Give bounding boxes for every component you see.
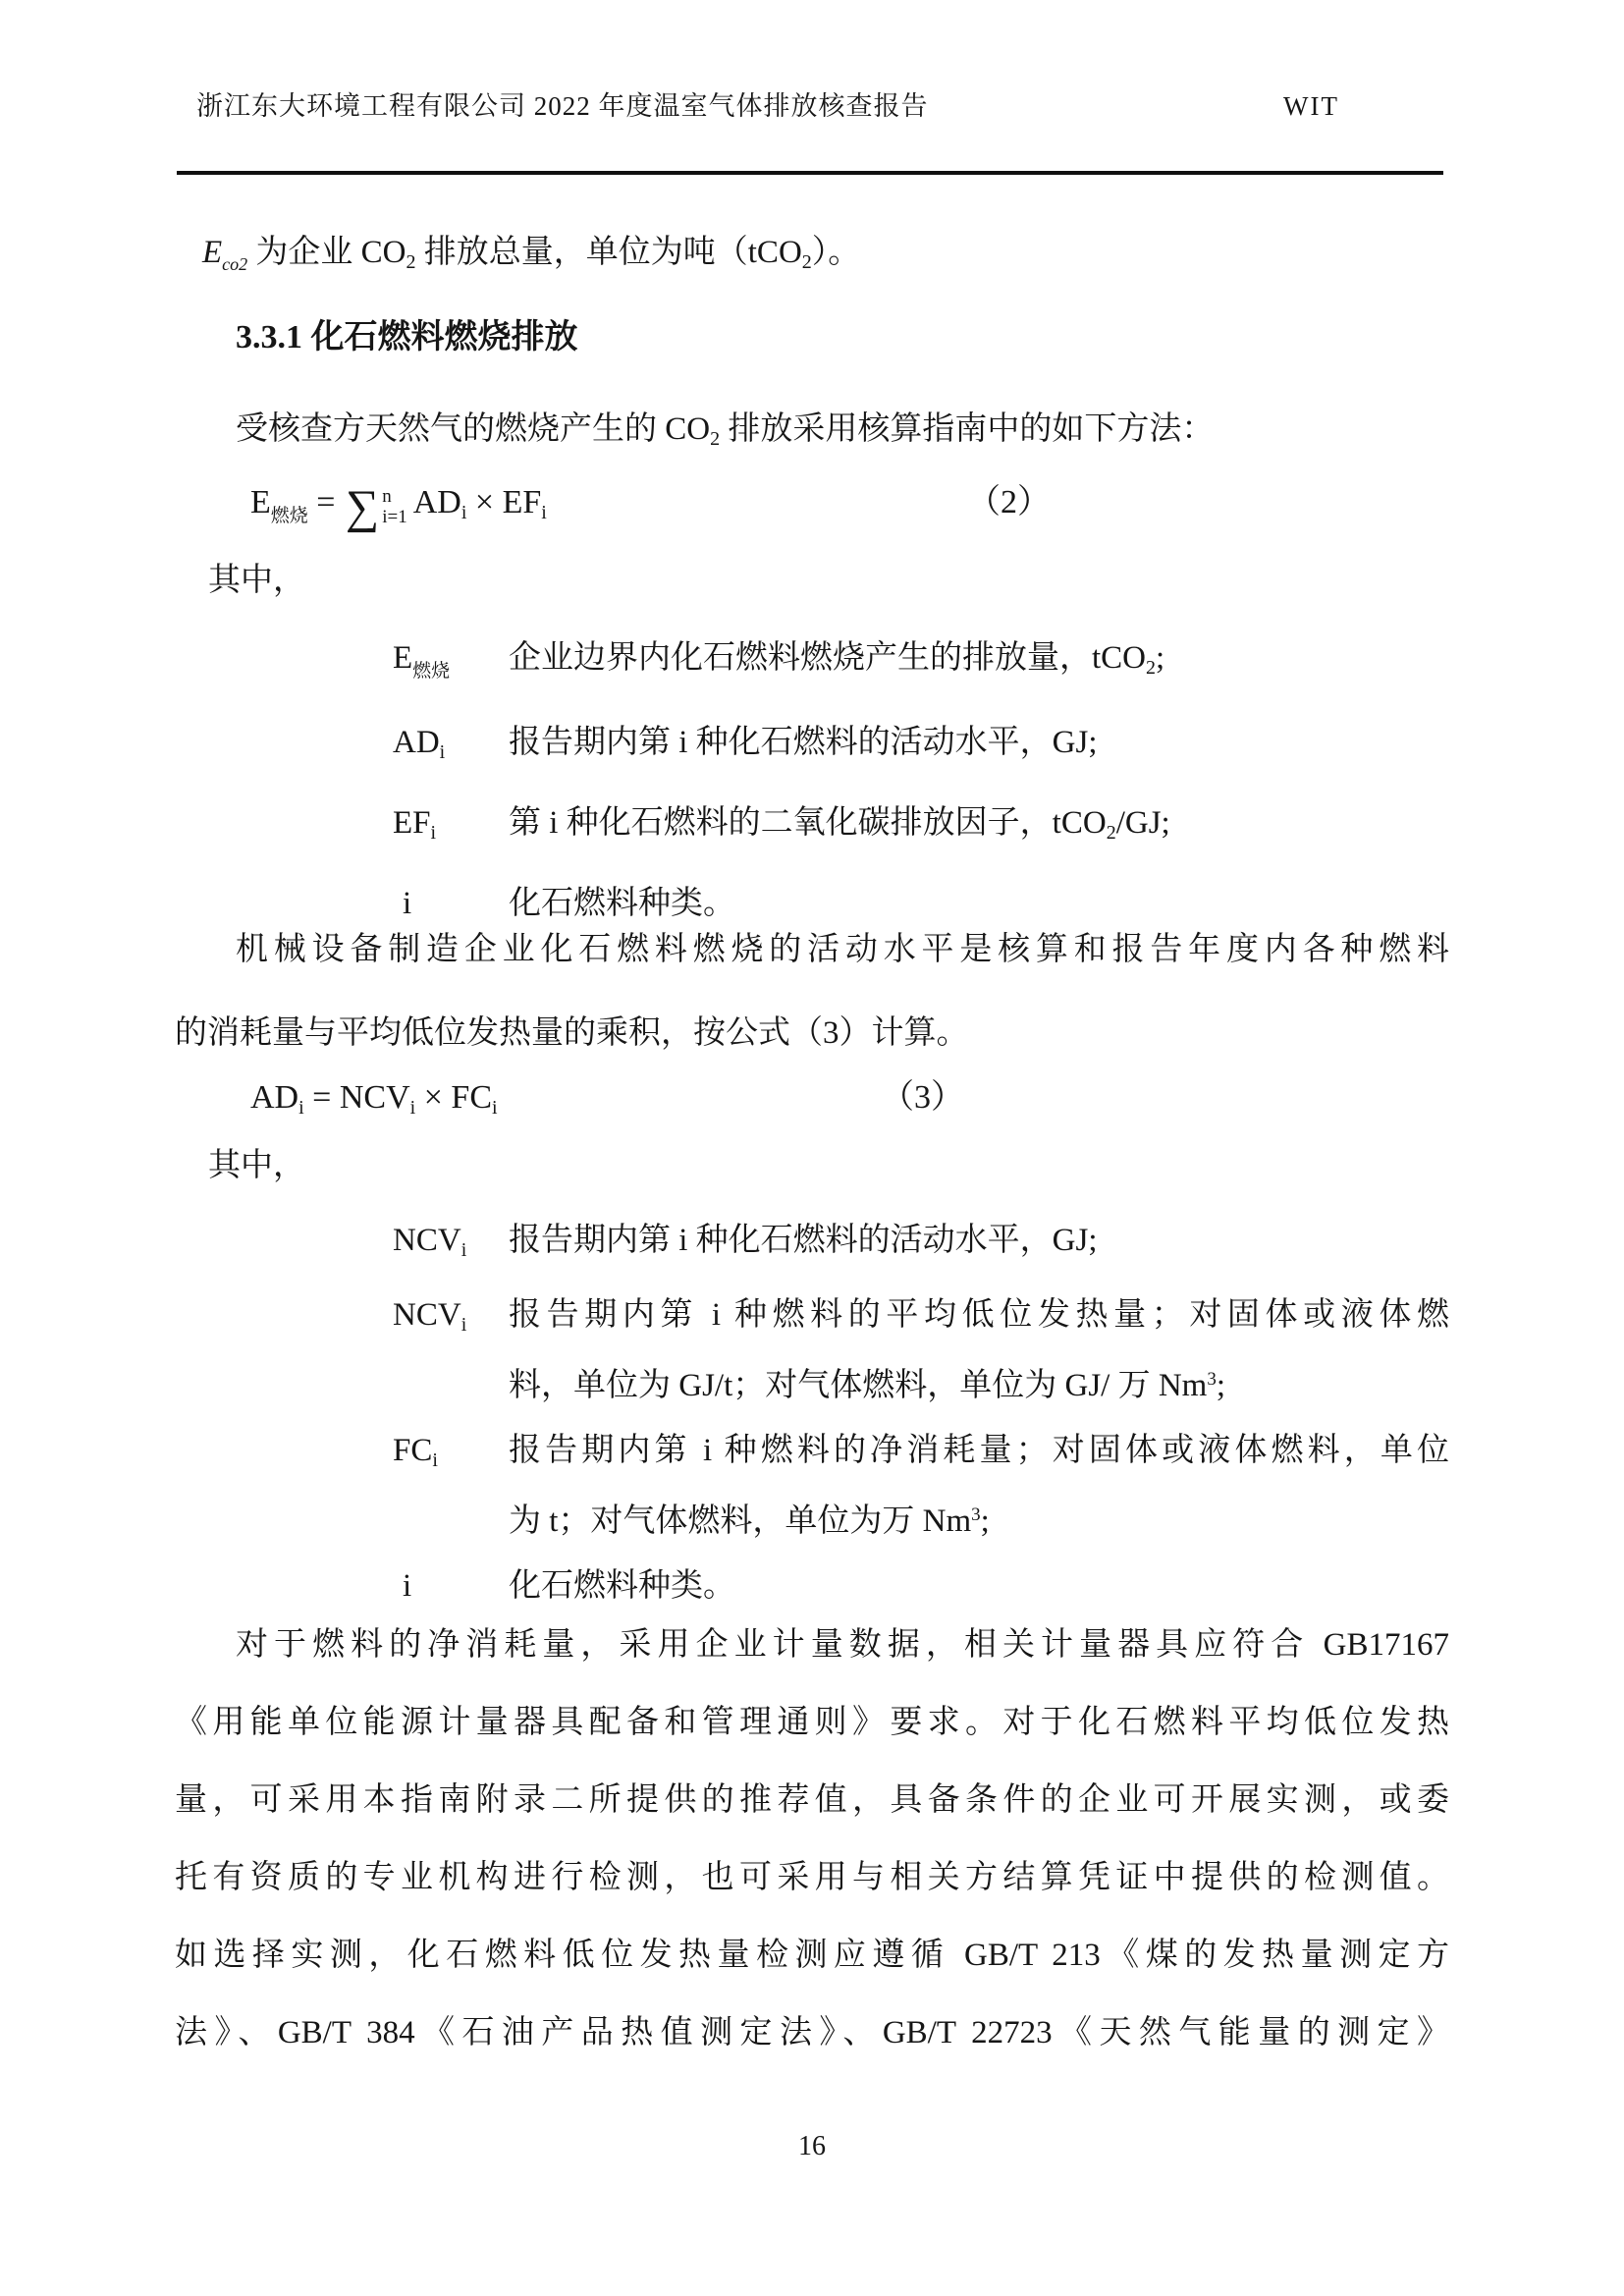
text-segment: ;: [980, 1503, 990, 1539]
formula-term: NCV: [393, 1223, 461, 1258]
subscript-i: i: [430, 822, 437, 844]
definition-desc-line: 报告期内第 i 种燃料的平均低位发热量；对固体或液体燃: [509, 1297, 1449, 1333]
definition-term: i: [403, 886, 412, 921]
definition-term: [393, 1208, 509, 1283]
equals-sign: =: [303, 1079, 340, 1116]
paragraph-line: 对于燃料的净消耗量，采用企业计量数据，相关计量器具应符合 GB17167: [236, 1627, 1449, 1663]
subscript-i: i: [432, 1449, 438, 1471]
formula-term: AD: [250, 1079, 299, 1116]
formula-3-number: （3）: [881, 1079, 964, 1116]
formula-3-expression: [250, 1066, 498, 1139]
formula-term: AD: [412, 484, 461, 520]
formula-term-subscript: 燃烧: [412, 661, 451, 682]
definition-list-2: [175, 1208, 1449, 1618]
subscript-i: i: [492, 1097, 498, 1119]
formula-term: NCV: [339, 1079, 410, 1116]
formula-term: NCV: [393, 1297, 461, 1333]
formula-term: FC: [451, 1079, 492, 1116]
definition-row: [175, 788, 1449, 868]
definition-desc-line: [509, 1347, 1449, 1418]
text-segment: 为 t；对气体燃料，单位为万 Nm: [509, 1503, 972, 1539]
definition-row: [175, 707, 1449, 788]
paragraph-line: 的消耗量与平均低位发热量的乘积，按公式（3）计算。: [175, 1015, 969, 1051]
definition-desc: 报告期内第 i 种化石燃料的活动水平，GJ;: [509, 725, 1098, 760]
definition-term: [393, 788, 509, 868]
definition-desc: [509, 623, 1449, 703]
formula-term: EF: [502, 484, 542, 520]
definition-row: [175, 623, 1449, 707]
formula-term: E: [250, 484, 271, 520]
text-segment: 料，单位为 GJ/t；对气体燃料，单位为 GJ/ 万 Nm: [509, 1368, 1208, 1403]
paragraph-method-intro: [175, 409, 1449, 452]
sigma-glyph: ∑: [345, 481, 380, 533]
equals-sign: =: [307, 484, 344, 520]
var-e-subscript: co2: [222, 254, 248, 274]
definition-row: [175, 1418, 1449, 1554]
paragraph-line: 托有资质的专业机构进行检测，也可采用与相关方结算凭证中提供的检测值。: [175, 1860, 1449, 1895]
superscript-3: 3: [971, 1504, 981, 1525]
running-header-title: 浙江东大环境工程有限公司 2022 年度温室气体排放核查报告: [196, 91, 929, 121]
definition-term: [393, 623, 509, 707]
definition-desc: [509, 1283, 1449, 1418]
subscript-i: i: [460, 1314, 467, 1336]
intro-paragraph: [175, 232, 1449, 276]
paragraph-line: 《用能单位能源计量器具配备和管理通则》要求。对于化石燃料平均低位发热: [175, 1705, 1449, 1740]
summation-limits: [382, 487, 407, 527]
definition-row: [175, 1283, 1449, 1418]
section-heading: 3.3.1 化石燃料燃烧排放: [236, 319, 578, 355]
formula-2-expression: [250, 471, 547, 548]
paragraph-measurement: [175, 1607, 1449, 2072]
subscript-i: i: [439, 741, 446, 763]
subscript-2: 2: [801, 251, 812, 273]
definition-row: [175, 1208, 1449, 1283]
subscript-2: 2: [406, 251, 416, 273]
text-segment: ）。: [811, 235, 861, 270]
subscript-i: i: [298, 1097, 304, 1119]
definition-desc-line: 报告期内第 i 种燃料的净消耗量；对固体或液体燃料，单位: [509, 1433, 1449, 1468]
definition-desc: 报告期内第 i 种化石燃料的活动水平，GJ;: [509, 1223, 1098, 1258]
subscript-i: i: [409, 1097, 416, 1119]
text-segment: /GJ;: [1115, 805, 1170, 841]
text-segment: 受核查方天然气的燃烧产生的 CO: [236, 411, 711, 447]
subscript-i: i: [460, 1239, 467, 1261]
text-segment: ;: [1156, 640, 1165, 676]
text-segment: 排放总量，单位为吨（tCO: [415, 235, 802, 270]
paragraph-activity-level: [175, 908, 1449, 1075]
definition-desc: 化石燃料种类。: [509, 1568, 735, 1604]
definition-list-1: [175, 623, 1449, 939]
paragraph-line: 如选择实测，化石燃料低位发热量检测应遵循 GB/T 213《煤的发热量测定方: [175, 1938, 1449, 1973]
header-rule: [177, 171, 1443, 175]
formula-term: EF: [393, 805, 431, 841]
formula-term: E: [393, 640, 413, 676]
sum-upper-limit: n: [382, 486, 392, 508]
subscript-i: i: [460, 502, 467, 523]
formula-term-subscript: 燃烧: [270, 506, 308, 526]
subscript-2: 2: [710, 428, 721, 450]
formula-2: [175, 471, 1449, 534]
text-segment: ;: [1216, 1368, 1226, 1403]
text-segment: 企业边界内化石燃料燃烧产生的排放量，tCO: [509, 640, 1147, 676]
where-label: 其中，: [208, 563, 305, 598]
formula-term: FC: [393, 1433, 433, 1468]
formula-term: AD: [393, 725, 440, 760]
text-segment: 第 i 种化石燃料的二氧化碳排放因子，tCO: [509, 805, 1107, 841]
paragraph-line: 量，可采用本指南附录二所提供的推荐值，具备条件的企业可开展实测，或委: [175, 1782, 1449, 1818]
subscript-i: i: [541, 502, 547, 523]
text-segment: 为企业 CO: [247, 235, 406, 270]
definition-term: [393, 1283, 509, 1357]
subscript-2: 2: [1106, 822, 1116, 844]
definition-desc: [509, 1418, 1449, 1554]
times-operator: ×: [415, 1079, 452, 1116]
definition-term: [393, 1418, 509, 1493]
text-segment: 排放采用核算指南中的如下方法：: [720, 411, 1215, 447]
definition-term: [393, 707, 509, 788]
times-operator: ×: [466, 484, 503, 520]
paragraph-line: 法》、GB/T 384《石油产品热值测定法》、GB/T 22723《天然气能量的测定》: [175, 2015, 1449, 2050]
definition-term: i: [403, 1568, 412, 1604]
var-e: E: [202, 235, 223, 270]
summation-symbol: [345, 481, 407, 533]
subscript-2: 2: [1146, 657, 1157, 679]
page-number: 16: [798, 2131, 826, 2161]
definition-desc: 化石燃料种类。: [509, 886, 735, 921]
definition-desc-line: [509, 1483, 1449, 1554]
definition-desc: [509, 788, 1449, 868]
sum-lower-limit: i=1: [382, 507, 407, 528]
where-label: 其中，: [208, 1148, 305, 1183]
superscript-3: 3: [1207, 1369, 1217, 1390]
org-mark: WIT: [1283, 91, 1339, 121]
paragraph-line: 机械设备制造企业化石燃料燃烧的活动水平是核算和报告年度内各种燃料: [236, 932, 1449, 967]
formula-3: [175, 1066, 1449, 1129]
running-header: [196, 84, 1449, 123]
formula-2-number: （2）: [967, 484, 1051, 520]
